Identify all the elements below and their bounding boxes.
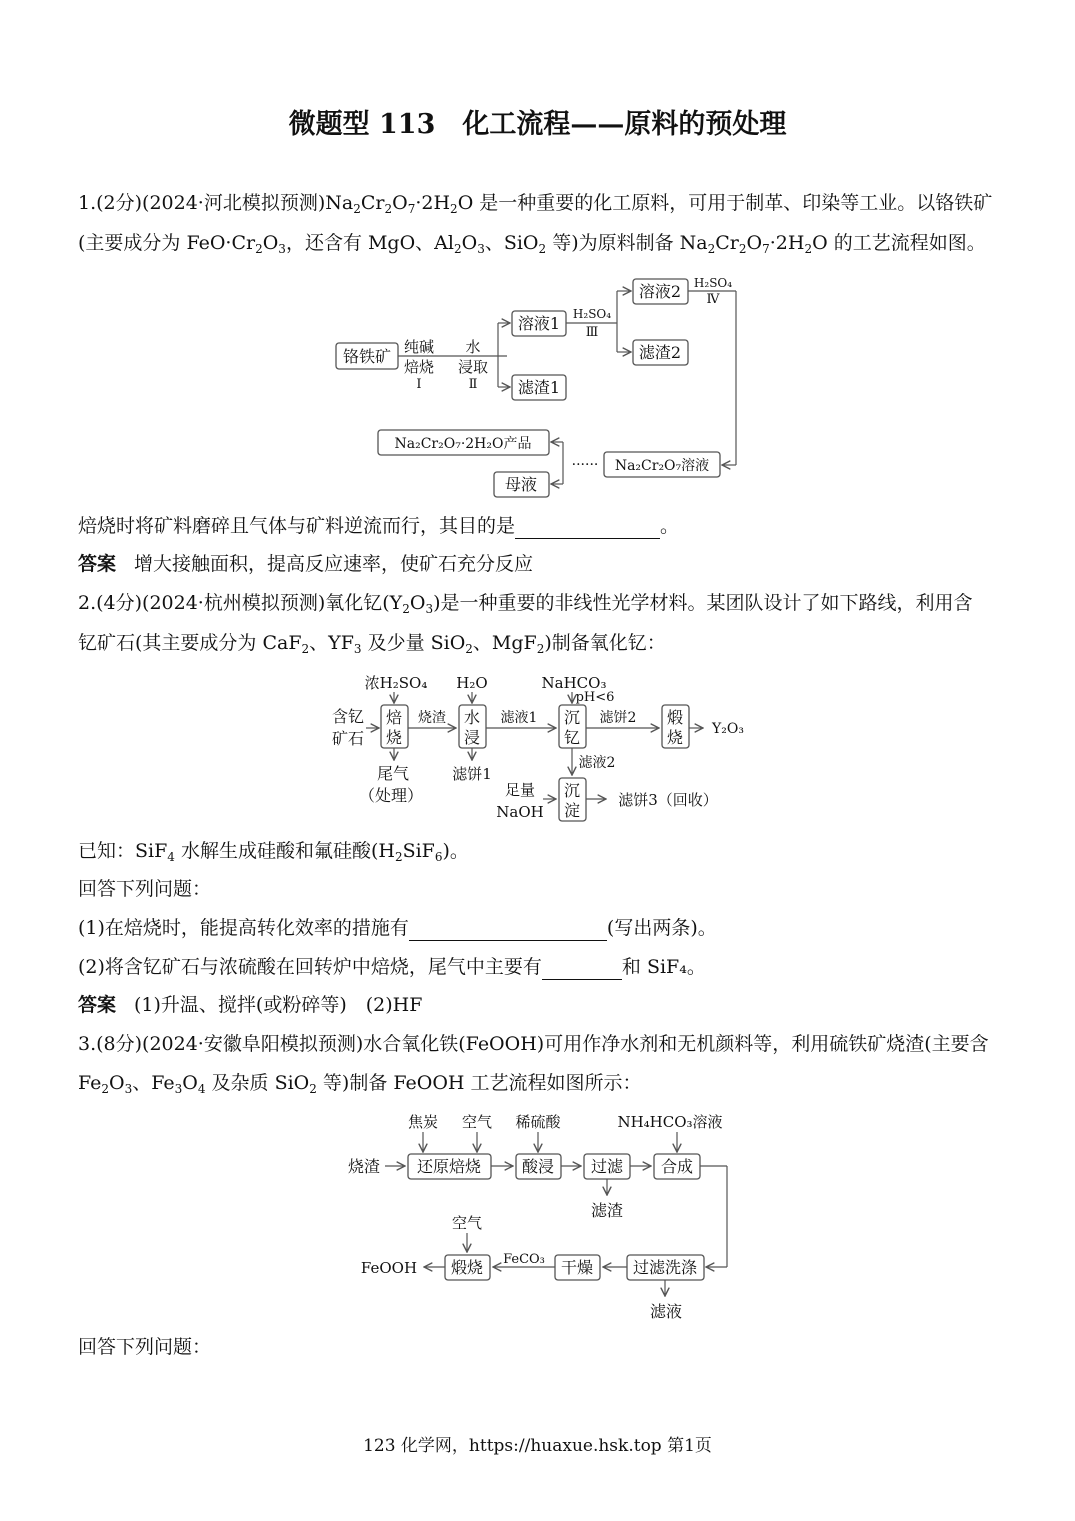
q2-flow-leach2: 浸: [463, 728, 481, 747]
q2-flow-calc1: 煅: [666, 708, 684, 727]
subscript: 2: [101, 1082, 110, 1096]
text-run: Fe: [78, 1072, 102, 1094]
q2-flow-nahco3: NaHCO₃: [541, 674, 607, 692]
q1-flow-product: Na₂Cr₂O₇·2H₂O产品: [394, 436, 532, 452]
text-run: 2.(4分)(2024·杭州模拟预测)氧化钇(Y: [78, 592, 403, 614]
q2-flow-gas1: 尾气: [376, 764, 410, 783]
page-footer: 123 化学网，https://huaxue.hsk.top 第1页: [363, 1436, 712, 1456]
q2-flow-ph: pH<6: [575, 690, 615, 705]
text-run: 、YF: [309, 632, 354, 654]
q2-sub1: (1)在焙烧时，能提高转化效率的措施有 (写出两条)。: [78, 917, 717, 939]
q1-flow-reag4: H₂SO₄: [693, 276, 733, 290]
text-run: )制备氧化钇：: [544, 632, 666, 654]
subscript: 2: [394, 850, 403, 864]
text-run: O: [392, 192, 408, 214]
text-run: 已知：SiF: [78, 840, 168, 862]
q2-flow-leach1: 水: [463, 708, 481, 727]
subscript: 3: [278, 242, 286, 256]
text-run: 钇矿石(其主要成分为 CaF: [78, 632, 302, 654]
q1-flow-water: 水: [465, 338, 481, 356]
q2-flow-cake1: 滤饼1: [452, 765, 492, 783]
q3-flow-feco3: FeCO₃: [503, 1252, 545, 1267]
text-run: Cr: [715, 232, 739, 254]
q3-flow-acid: 稀硫酸: [515, 1113, 561, 1131]
subscript: 3: [425, 602, 434, 616]
q3-flow-reduce: 还原焙烧: [416, 1157, 482, 1176]
q1-flow-res1: 滤渣1: [517, 378, 561, 397]
subscript: 3: [174, 1082, 183, 1096]
text-run: O: [461, 232, 478, 254]
text-run: )。: [442, 840, 469, 862]
subscript: 7: [407, 202, 416, 216]
subscript: 2: [353, 202, 361, 216]
q2-flow-roast1: 焙: [385, 708, 403, 727]
q2-flow-gas2: （处理）: [358, 786, 424, 805]
q2-flow-prec2: 钇: [563, 728, 581, 747]
q2-flow-cake2: 滤饼2: [599, 710, 637, 726]
text-run: ·2H: [415, 192, 451, 214]
q3-flow-synth: 合成: [660, 1157, 694, 1176]
q2-answer: 答案 (1)升温、搅拌(或粉碎等) (2)HF: [78, 994, 423, 1016]
q1-flow-step3: Ⅲ: [585, 325, 599, 340]
page-title: 微题型 113 化工流程——原料的预处理: [288, 109, 787, 140]
q1-flow-res2: 滤渣2: [638, 343, 682, 362]
q3-flow-air: 空气: [461, 1113, 493, 1131]
q1-flow-dots: ······: [571, 457, 599, 473]
text-run: O: [409, 592, 426, 614]
text-run: O: [182, 1072, 198, 1094]
q1-flow-step2: Ⅱ: [468, 377, 478, 392]
q2-prompt: 回答下列问题：: [78, 878, 212, 900]
q2-flow-filt1: 滤液1: [500, 710, 538, 726]
q1-flow-roast: 焙烧: [403, 358, 435, 376]
subscript: 2: [384, 202, 393, 216]
text-run: O 的工艺流程如图。: [812, 232, 986, 254]
subscript: 2: [536, 642, 545, 656]
q1-flow-sol2: 溶液2: [638, 282, 682, 301]
subscript: 2: [450, 202, 458, 216]
text-run: ·2H: [769, 232, 805, 254]
text-run: 等)为原料制备 Na: [546, 232, 708, 254]
q3-flow-filtrate: 滤液: [649, 1302, 683, 1321]
q3-flow-residue: 滤渣: [590, 1201, 624, 1220]
text-run: 及杂质 SiO: [205, 1072, 310, 1094]
text-run: O 是一种重要的化工原料，可用于制革、印染等工业。以铬铁矿: [457, 192, 993, 214]
q2-flow-acid: 浓H₂SO₄: [364, 674, 428, 692]
q3-prompt: 回答下列问题：: [78, 1336, 212, 1358]
q2-flow-ppt1: 沉: [563, 781, 581, 800]
subscript: 2: [804, 242, 813, 256]
q1-flow-reag3: H₂SO₄: [572, 307, 612, 321]
text-run: ，还含有 MgO、Al: [285, 232, 454, 254]
text-run: 水解生成硅酸和氟硅酸(H: [174, 840, 395, 862]
q3-line1: 3.(8分)(2024·安徽阜阳模拟预测)水合氧化铁(FeOOH)可用作净水剂和无机颜料等，利用硫铁矿烧渣(主要含: [78, 1033, 989, 1055]
subscript: 3: [477, 242, 485, 256]
subscript: 6: [434, 850, 443, 864]
subscript: 4: [167, 850, 175, 864]
q1-answer: 答案 增大接触面积，提高反应速率，使矿石充分反应: [78, 553, 534, 575]
text-run: O: [109, 1072, 125, 1094]
q2-flow-roast2: 烧: [385, 728, 403, 747]
subscript: 3: [353, 642, 362, 656]
q3-flow-wash: 过滤洗涤: [632, 1258, 698, 1277]
q3-flow-dry: 干燥: [560, 1258, 594, 1277]
q3-flow-coke: 焦炭: [407, 1113, 439, 1131]
text-run: 等)制备 FeOOH 工艺流程如图所示：: [316, 1072, 642, 1094]
subscript: 2: [402, 602, 410, 616]
q3-flow-product: FeOOH: [360, 1259, 418, 1277]
q3-flow-calc: 煅烧: [450, 1258, 484, 1277]
q3-flow-filter: 过滤: [590, 1157, 624, 1176]
q3-flow-air2: 空气: [451, 1214, 483, 1232]
q1-flow-solution: Na₂Cr₂O₇溶液: [614, 458, 710, 474]
subscript: 2: [738, 242, 747, 256]
q2-flow-calc2: 烧: [666, 728, 684, 747]
subscript: 4: [197, 1082, 206, 1096]
subscript: 2: [309, 1082, 317, 1096]
subscript: 2: [538, 242, 547, 256]
q3-flow-nh4: NH₄HCO₃溶液: [617, 1113, 723, 1131]
text-run: 及少量 SiO: [361, 632, 466, 654]
subscript: 2: [301, 642, 310, 656]
q2-flow-naoh2: NaOH: [496, 803, 544, 821]
q1-flow-ore: 铬铁矿: [342, 347, 392, 366]
q1-flow-mother: 母液: [504, 475, 538, 494]
q2-flow-naoh1: 足量: [504, 781, 536, 799]
subscript: 2: [465, 642, 473, 656]
q2-flow-filt2: 滤液2: [578, 755, 616, 771]
text-run: 、Fe: [132, 1072, 175, 1094]
q2-flow-cake3: 滤饼3（回收）: [618, 791, 718, 809]
text-run: O: [746, 232, 763, 254]
q2-flow-slag: 烧渣: [418, 710, 446, 726]
q2-flow-prec1: 沉: [563, 708, 581, 727]
q2-flow-ore1: 含钇: [331, 707, 365, 726]
q2-flow-ore2: 矿石: [331, 729, 365, 748]
subscript: 7: [762, 242, 770, 256]
subscript: 2: [707, 242, 716, 256]
q1-flow-step4: Ⅳ: [706, 292, 720, 307]
q1-flow-leach: 浸取: [457, 358, 489, 376]
subscript: 3: [124, 1082, 133, 1096]
q1-flow-step1: Ⅰ: [416, 377, 422, 392]
text-run: )是一种重要的非线性光学材料。某团队设计了如下路线，利用含: [433, 592, 973, 614]
text-run: O: [262, 232, 279, 254]
q2-flow-water: H₂O: [456, 674, 488, 692]
text-run: 、SiO: [484, 232, 539, 254]
text-run: (主要成分为 FeO·Cr: [78, 232, 256, 254]
text-run: 、MgF: [472, 632, 537, 654]
q3-flow-leach: 酸浸: [521, 1157, 555, 1176]
subscript: 2: [453, 242, 462, 256]
text-run: 1.(2分)(2024·河北模拟预测)Na: [78, 192, 354, 214]
q3-flow-start: 烧渣: [347, 1157, 381, 1176]
q2-flow-ppt2: 淀: [563, 801, 581, 820]
q1-flow-sol1: 溶液1: [517, 314, 561, 333]
text-run: Cr: [360, 192, 385, 214]
text-run: SiF: [402, 840, 435, 862]
q1-flow-soda: 纯碱: [403, 338, 435, 356]
q2-flow-product: Y₂O₃: [712, 721, 744, 737]
subscript: 2: [255, 242, 263, 256]
q2-sub2: (2)将含钇矿石与浓硫酸在回转炉中焙烧，尾气中主要有 和 SiF₄。: [78, 956, 706, 978]
q1-question: 焙烧时将矿料磨碎且气体与矿料逆流而行，其目的是 。: [78, 515, 680, 537]
